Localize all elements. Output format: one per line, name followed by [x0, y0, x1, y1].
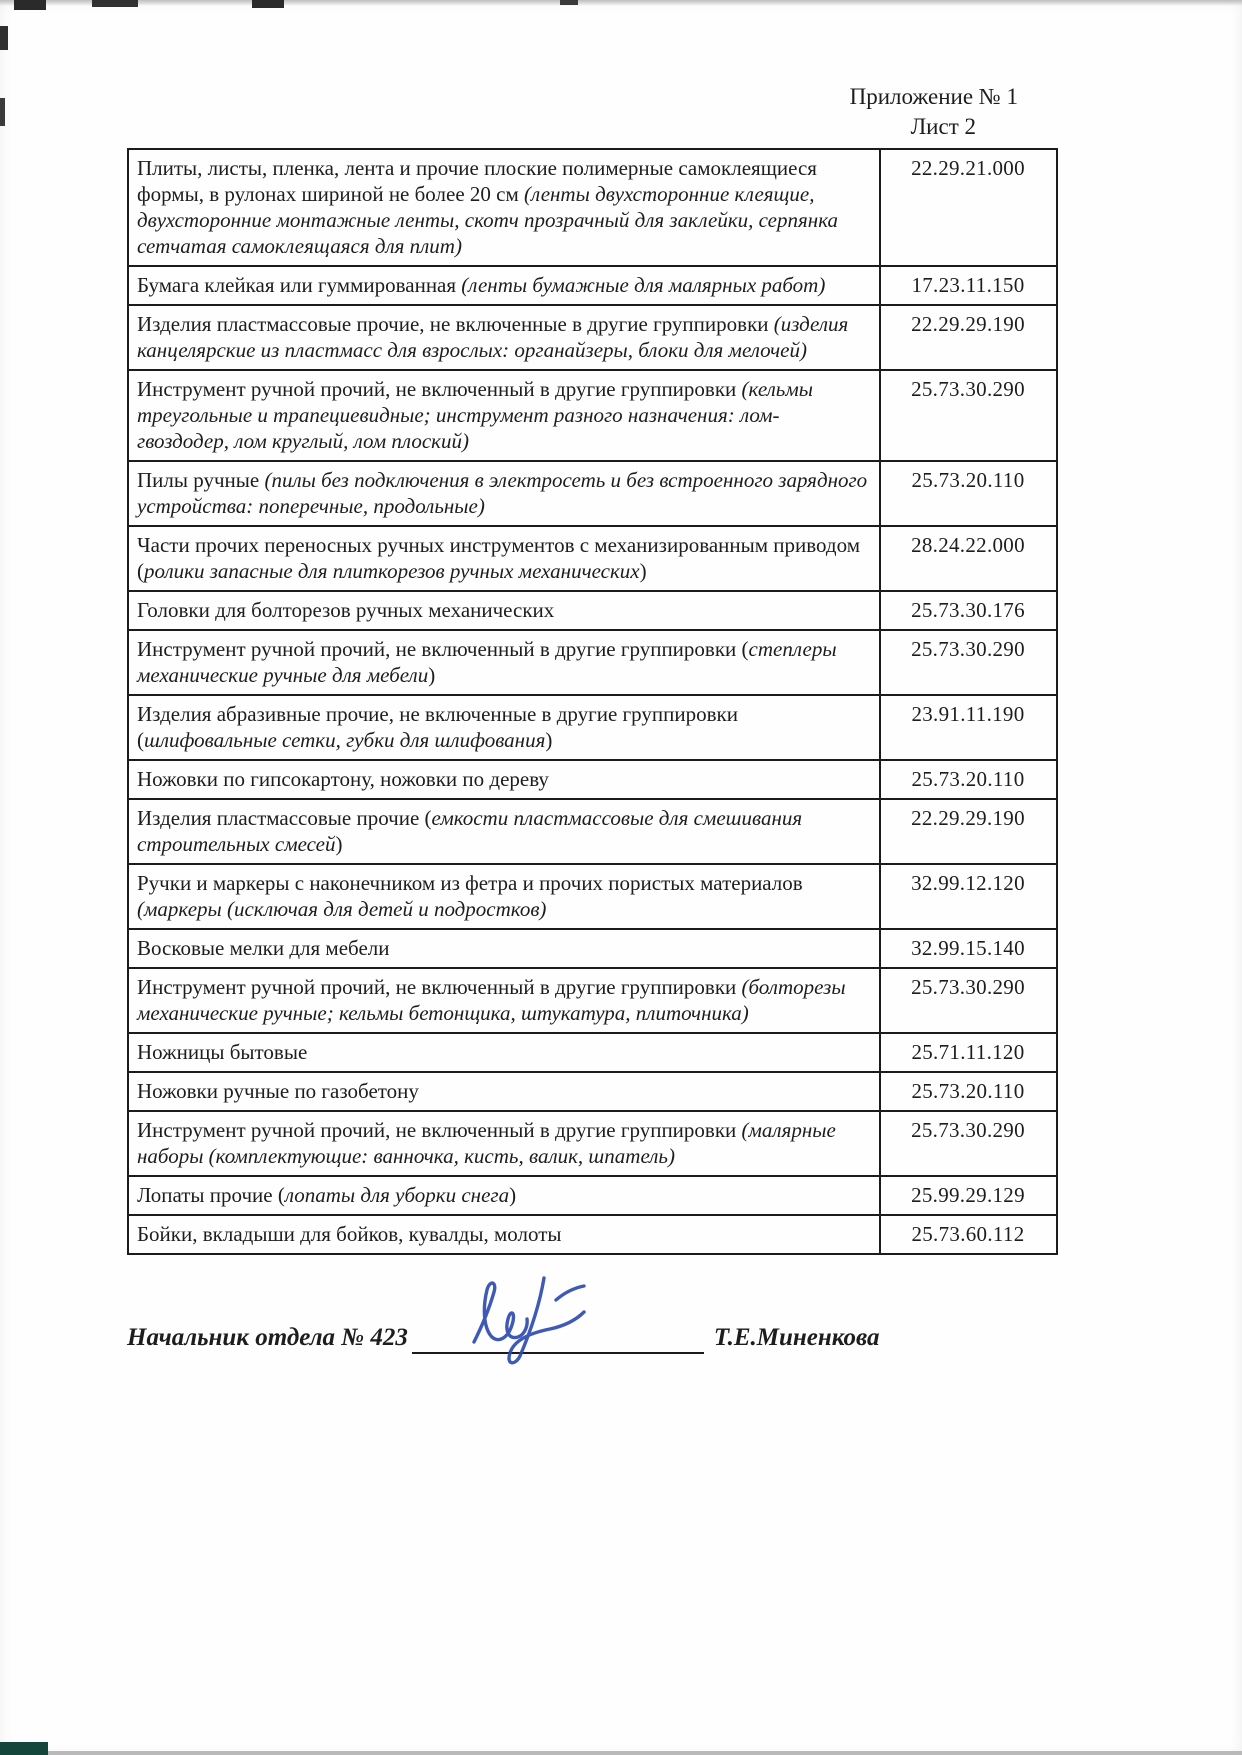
row-description: Части прочих переносных ручных инструментов с механизированным приводом (ролики запасные для плиткорезов ручных механических) — [128, 526, 880, 591]
row-description: Инструмент ручной прочий, не включенный в другие группировки (кельмы треугольные и трапециевидные; инструмент разного назначения: лом-гвоздодер, лом круглый, лом плоский) — [128, 370, 880, 461]
row-code: 22.29.29.190 — [880, 305, 1057, 370]
table-row — [128, 695, 1057, 760]
document-header — [0, 82, 1018, 142]
table-row — [128, 760, 1057, 799]
row-code: 25.73.30.290 — [880, 370, 1057, 461]
row-code: 25.73.30.290 — [880, 630, 1057, 695]
table-row — [128, 461, 1057, 526]
row-code: 25.73.30.290 — [880, 968, 1057, 1033]
row-description: Ручки и маркеры с наконечником из фетра и прочих пористых материалов (маркеры (исключая для детей и подростков) — [128, 864, 880, 929]
table-row — [128, 929, 1057, 968]
table-row — [128, 305, 1057, 370]
table-row — [128, 591, 1057, 630]
row-description: Изделия пластмассовые прочие (емкости пластмассовые для смешивания строительных смесей) — [128, 799, 880, 864]
row-code: 22.29.21.000 — [880, 149, 1057, 266]
row-code: 23.91.11.190 — [880, 695, 1057, 760]
scan-edge-bottom — [0, 1751, 1242, 1755]
row-code: 25.73.20.110 — [880, 1072, 1057, 1111]
row-description: Головки для болторезов ручных механических — [128, 591, 880, 630]
row-description: Восковые мелки для мебели — [128, 929, 880, 968]
row-code: 32.99.12.120 — [880, 864, 1057, 929]
row-description: Ножовки по гипсокартону, ножовки по дереву — [128, 760, 880, 799]
row-description: Плиты, листы, пленка, лента и прочие плоские полимерные самоклеящиеся формы, в рулонах шириной не более 20 см (ленты двухсторонние клеящие, двухсторонние монтажные ленты, скотч прозрачный для заклейки, серпянка сетчатая самоклеящаяся для плит) — [128, 149, 880, 266]
row-code: 25.73.30.176 — [880, 591, 1057, 630]
classification-table — [127, 148, 1058, 1255]
table-row — [128, 1215, 1057, 1254]
row-code: 25.73.20.110 — [880, 760, 1057, 799]
scan-mark — [0, 1742, 48, 1755]
table-row — [128, 1033, 1057, 1072]
scan-mark — [252, 0, 284, 8]
table-row — [128, 799, 1057, 864]
row-description: Инструмент ручной прочий, не включенный в другие группировки (болторезы механические ручные; кельмы бетонщика, штукатура, плиточника) — [128, 968, 880, 1033]
row-code: 25.73.60.112 — [880, 1215, 1057, 1254]
table-row — [128, 149, 1057, 266]
row-description: Пилы ручные (пилы без подключения в электросеть и без встроенного зарядного устройства: поперечные, продольные) — [128, 461, 880, 526]
table-row — [128, 370, 1057, 461]
sheet-label: Лист 2 — [910, 114, 976, 139]
row-code: 25.99.29.129 — [880, 1176, 1057, 1215]
table-row — [128, 526, 1057, 591]
row-code: 32.99.15.140 — [880, 929, 1057, 968]
row-code: 28.24.22.000 — [880, 526, 1057, 591]
row-description: Ножницы бытовые — [128, 1033, 880, 1072]
row-description: Бумага клейкая или гуммированная (ленты бумажные для малярных работ) — [128, 266, 880, 305]
row-code: 22.29.29.190 — [880, 799, 1057, 864]
row-code: 25.73.30.290 — [880, 1111, 1057, 1176]
row-description: Изделия абразивные прочие, не включенные в другие группировки (шлифовальные сетки, губки для шлифования) — [128, 695, 880, 760]
row-description: Ножовки ручные по газобетону — [128, 1072, 880, 1111]
row-code: 17.23.11.150 — [880, 266, 1057, 305]
row-code: 25.73.20.110 — [880, 461, 1057, 526]
table-row — [128, 1176, 1057, 1215]
row-description: Инструмент ручной прочий, не включенный в другие группировки (степлеры механические ручные для мебели) — [128, 630, 880, 695]
appendix-label: Приложение № 1 — [849, 84, 1018, 109]
signature-line — [412, 1290, 704, 1354]
row-description: Лопаты прочие (лопаты для уборки снега) — [128, 1176, 880, 1215]
table-row — [128, 864, 1057, 929]
row-description: Изделия пластмассовые прочие, не включенные в другие группировки (изделия канцелярские из пластмасс для взрослых: органайзеры, блоки для мелочей) — [128, 305, 880, 370]
signature-block — [127, 1290, 1117, 1354]
table-row — [128, 968, 1057, 1033]
scan-mark — [560, 0, 578, 5]
table-row — [128, 630, 1057, 695]
signer-name: Т.Е.Миненкова — [713, 1324, 880, 1351]
scan-mark — [14, 0, 46, 10]
scan-edge-top — [0, 0, 1242, 6]
table-row — [128, 1111, 1057, 1176]
scan-mark — [92, 0, 138, 7]
row-description: Бойки, вкладыши для бойков, кувалды, молоты — [128, 1215, 880, 1254]
signer-title: Начальник отдела № 423 — [127, 1324, 408, 1351]
table-row — [128, 266, 1057, 305]
table-row — [128, 1072, 1057, 1111]
scan-mark — [0, 26, 8, 50]
row-code: 25.71.11.120 — [880, 1033, 1057, 1072]
row-description: Инструмент ручной прочий, не включенный в другие группировки (малярные наборы (комплектующие: ванночка, кисть, валик, шпатель) — [128, 1111, 880, 1176]
handwritten-signature-icon — [460, 1270, 640, 1366]
